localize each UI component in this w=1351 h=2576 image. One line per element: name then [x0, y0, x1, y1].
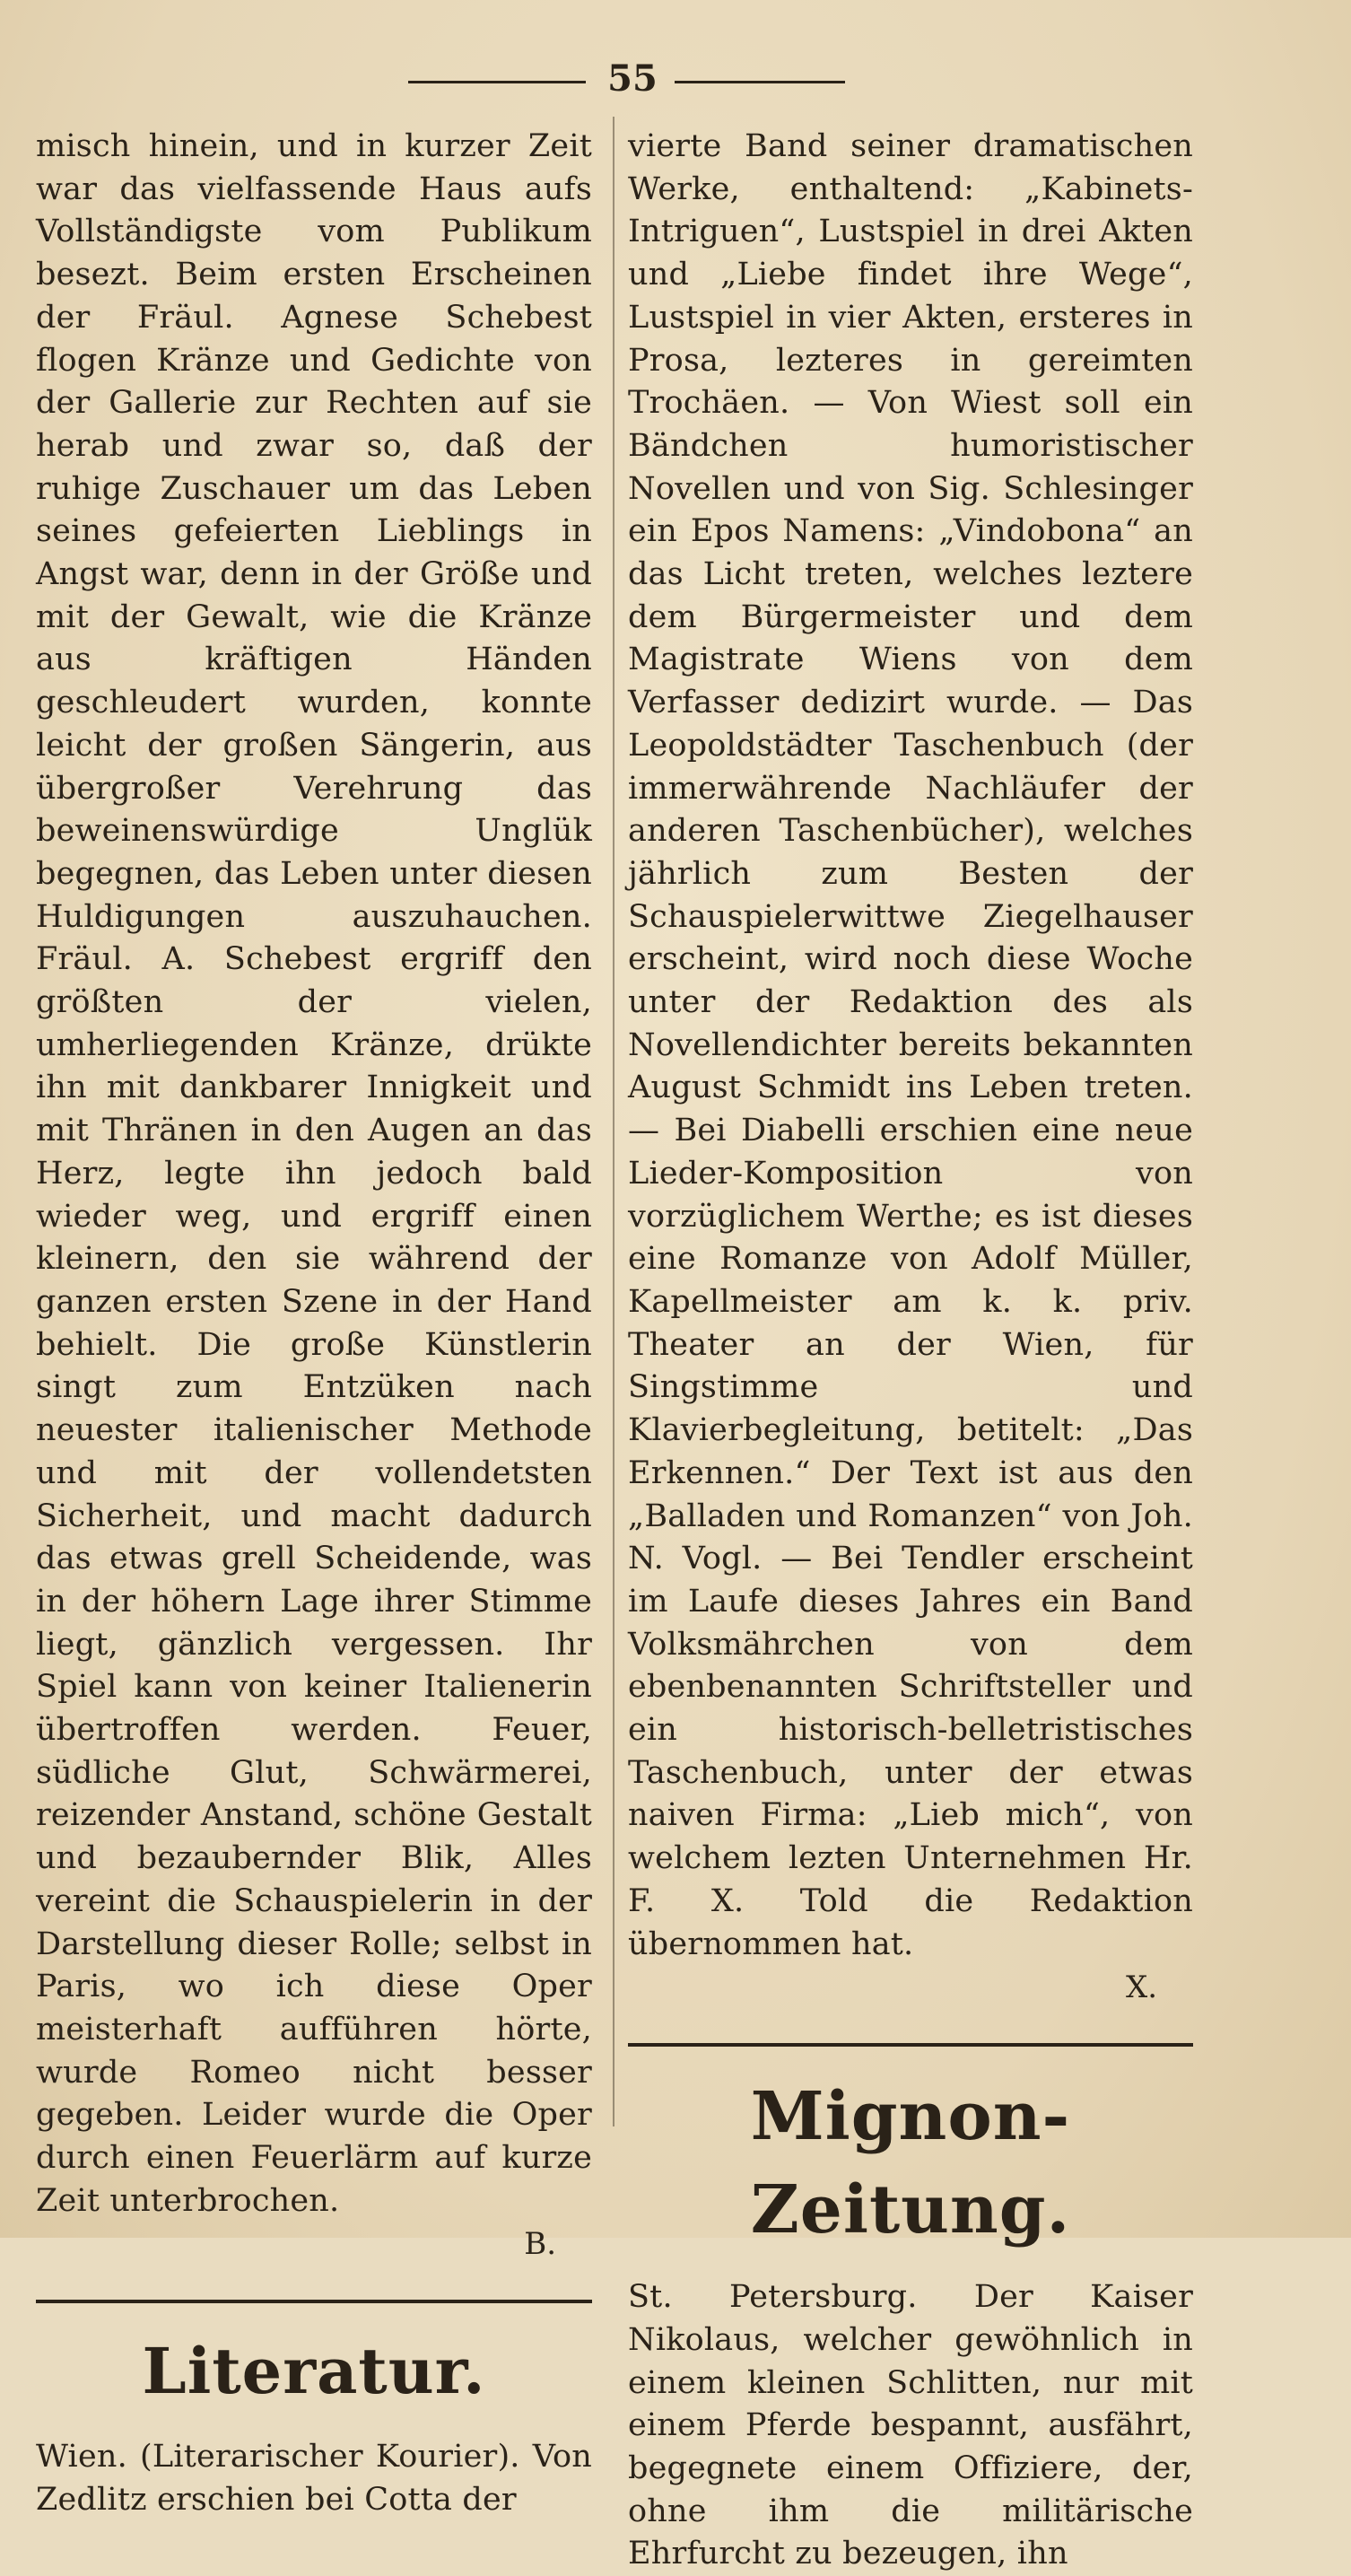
literatur-intro-text: Wien. (Literarischer Kourier). Von Zedlitz erschien bei Cotta der — [36, 2439, 592, 2519]
page-number: 55 — [607, 57, 658, 100]
review-signature: B. — [524, 2226, 556, 2263]
section-heading-literatur: Literatur. — [142, 2334, 486, 2409]
left-column — [36, 126, 592, 2522]
mignon-zeitung-text: St. Petersburg. Der Kaiser Nikolaus, welcher gewöhnlich in einem kleinen Schlitten, nur mit einem Pferde bespannt, ausfährt, begegnete einem Offiziere, der, ohne ihm die militärische Ehrfurcht zu bezeugen, ihn — [628, 2279, 1193, 2572]
page-header — [0, 52, 1351, 106]
section-separator — [36, 2300, 592, 2303]
literatur-continued-text: vierte Band seiner dramatischen Werke, enthaltend: „Kabinets-Intriguen“, Lustspiel in drei Akten und „Liebe findet ihre Wege“, Lustspiel in vier Akten, ersteres in Prosa, lezteres in gereimten Trochäen. — Von Wiest soll ein Bändchen humoristischer Novellen und von Sig. Schlesinger ein Epos Namens: „Vindobona“ an das Licht treten, welches leztere dem Bürgermeister und dem Magistrate Wiens von dem Verfasser dedizirt wurde. — Das Leopoldstädter Taschenbuch (der immerwährende Nachläufer der anderen Taschenbücher), welches jährlich zum Besten der Schauspielerwittwe Ziegelhauser erscheint, wird noch diese Woche unter der Redaktion des als Novellendichter bereits bekannten August Schmidt ins Leben treten. — Bei Diabelli erschien eine neue Lieder-Komposition von vorzüglichem Werthe; es ist dieses eine Romanze von Adolf Müller, Kapellmeister am k. k. priv. Theater an der Wien, für Singstimme und Klavierbegleitung, betitelt: „Das Erkennen.“ Der Text ist aus den „Balladen und Romanzen“ von Joh. N. Vogl. — Bei Tendler erscheint im Laufe dieses Jahres ein Band Volksmährchen von dem ebenbenannten Schriftsteller und ein historisch-belletristisches Taschenbuch, unter der etwas naiven Firma: „Lieb mich“, von welchem lezten Unternehmen Hr. F. X. Told die Redaktion übernommen hat. — [628, 128, 1193, 1962]
right-column — [628, 126, 1193, 2576]
header-rule-left — [408, 81, 586, 83]
header-rule-right — [675, 81, 845, 83]
section-separator — [628, 2043, 1193, 2047]
theater-review-text: misch hinein, und in kurzer Zeit war das vielfassende Haus aufs Vollständigste vom Publikum besezt. Beim ersten Erscheinen der Fräul. Agnese Schebest flogen Kränze und Gedichte von der Gallerie zur Rechten auf sie herab und zwar so, daß der ruhige Zuschauer um das Leben seines gefeierten Lieblings in Angst war, denn in der Größe und mit der Gewalt, wie die Kränze aus kräftigen Händen geschleudert wurden, konnte leicht der großen Sängerin, aus übergroßer Verehrung das beweinenswürdige Unglük begegnen, das Leben unter diesen Huldigungen auszuhauchen. Fräul. A. Schebest ergriff den größten der vielen, umherliegenden Kränze, drükte ihn mit dankbarer Innigkeit und mit Thränen in den Augen an das Herz, legte ihn jedoch bald wieder weg, und ergriff einen kleinern, den sie während der ganzen ersten Szene in der Hand behielt. Die große Künstlerin singt zum Entzüken nach neuester italienischer Methode und mit der vollendetsten Sicherheit, und macht dadurch das etwas grell Scheidende, was in der höhern Lage ihrer Stimme liegt, gänzlich vergessen. Ihr Spiel kann von keiner Italienerin übertroffen werden. Feuer, südliche Glut, Schwärmerei, reizender Anstand, schöne Gestalt und bezaubernder Blik, Alles vereint die Schauspielerin in der Darstellung dieser Rolle; selbst in Paris, wo ich diese Oper meisterhaft aufführen hörte, wurde Romeo nicht besser gegeben. Leider wurde die Oper durch einen Feuerlärm auf kurze Zeit unterbrochen. — [36, 128, 592, 2219]
section-heading-mignon-zeitung: Mignon-Zeitung. — [750, 2078, 1071, 2249]
literatur-signature: X. — [1125, 1969, 1157, 2006]
column-divider — [613, 117, 614, 2126]
